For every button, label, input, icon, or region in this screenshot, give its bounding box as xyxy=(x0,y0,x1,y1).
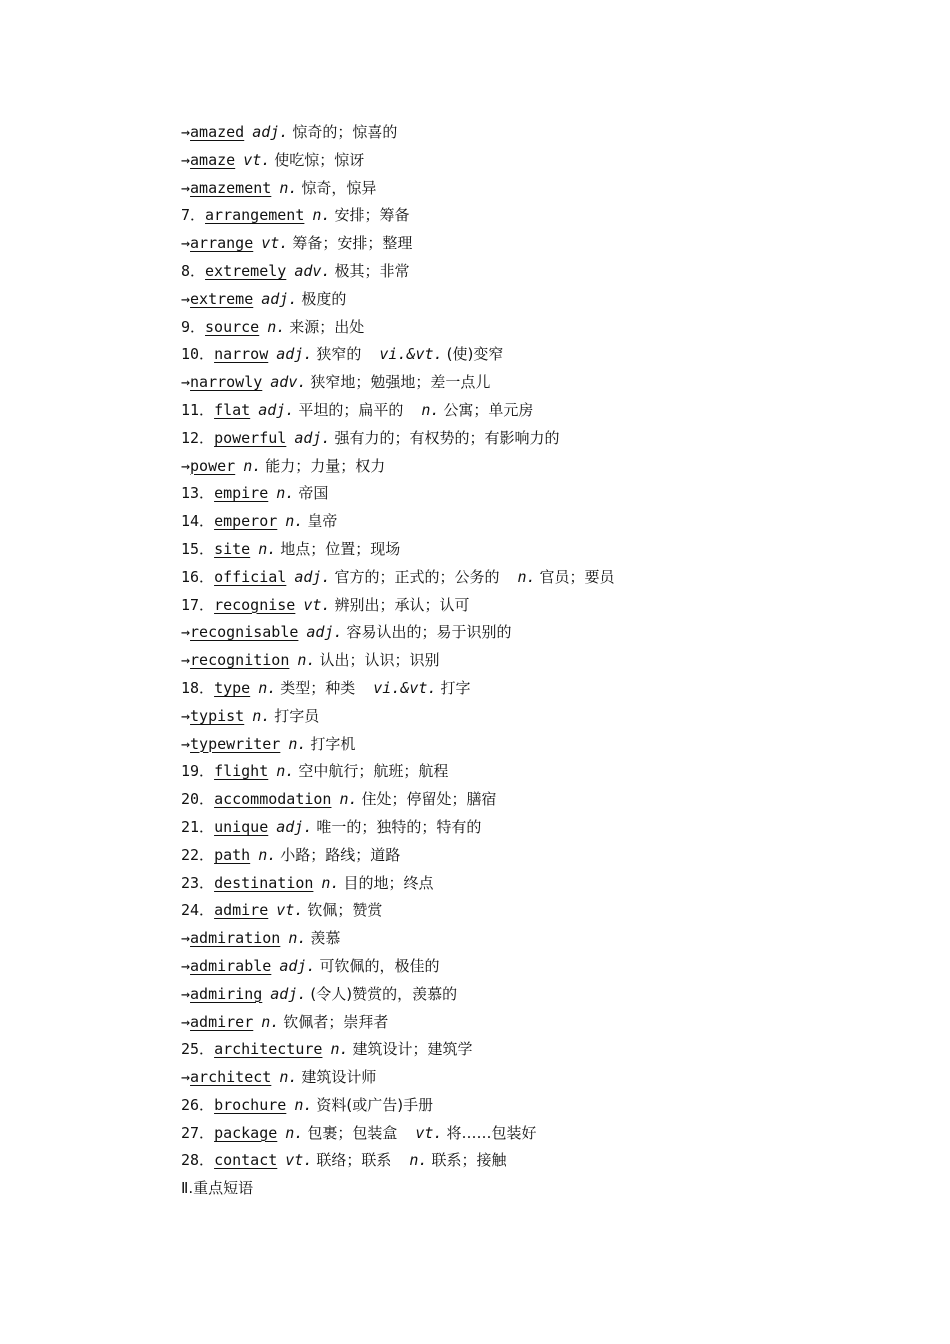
derivative-arrow: → xyxy=(181,651,191,670)
vocabulary-entry xyxy=(181,647,881,675)
part-of-speech: n. xyxy=(243,456,262,475)
vocabulary-word: architect xyxy=(190,1068,272,1087)
vocabulary-entry xyxy=(181,1064,881,1092)
vocabulary-entry xyxy=(181,675,881,703)
derivative-arrow: → xyxy=(181,734,191,753)
vocabulary-entry xyxy=(181,953,881,981)
vocabulary-entry xyxy=(181,1036,881,1064)
entry-number: 19． xyxy=(181,762,215,781)
vocabulary-word: extremely xyxy=(205,261,287,280)
part-of-speech: adj. xyxy=(276,345,313,364)
vocabulary-word: official xyxy=(214,567,287,586)
part-of-speech: vt. xyxy=(303,595,331,614)
part-of-speech: vt. xyxy=(285,1151,313,1170)
vocabulary-entry xyxy=(181,341,881,369)
vocabulary-entry xyxy=(181,453,881,481)
definition: 平坦的；扁平的 xyxy=(298,400,404,419)
entry-number: 26． xyxy=(181,1095,215,1114)
vocabulary-entry xyxy=(181,1120,881,1148)
vocabulary-entry xyxy=(181,119,881,147)
part-of-speech: adj. xyxy=(261,289,298,308)
vocabulary-word: flat xyxy=(214,400,251,419)
vocabulary-word: admirable xyxy=(190,956,272,975)
vocabulary-entry xyxy=(181,1147,881,1175)
definition: 联络；联系 xyxy=(316,1151,392,1170)
entry-number: 23． xyxy=(181,873,215,892)
definition: 联系；接触 xyxy=(431,1151,507,1170)
part-of-speech: n. xyxy=(258,678,277,697)
part-of-speech: n. xyxy=(312,206,331,225)
vocabulary-word: emperor xyxy=(214,512,278,531)
entry-number: 27． xyxy=(181,1123,215,1142)
part-of-speech: n. xyxy=(517,567,536,586)
entry-number: 16． xyxy=(181,567,215,586)
part-of-speech: adj. xyxy=(258,400,295,419)
definition: 辨别出；承认；认可 xyxy=(334,595,470,614)
part-of-speech: adv. xyxy=(270,373,307,392)
definition: 目的地；终点 xyxy=(343,873,434,892)
vocabulary-word: powerful xyxy=(214,428,287,447)
definition: 能力；力量；权力 xyxy=(265,456,386,475)
definition: 极其；非常 xyxy=(334,261,410,280)
vocabulary-entry xyxy=(181,592,881,620)
vocabulary-word: amazed xyxy=(190,123,245,141)
definition: 钦佩；赞赏 xyxy=(307,901,383,920)
vocabulary-entry xyxy=(181,731,881,759)
part-of-speech: n. xyxy=(279,1068,298,1087)
vocabulary-word: arrange xyxy=(190,234,254,253)
entry-number: 11． xyxy=(181,400,215,419)
entry-number: 18． xyxy=(181,678,215,697)
definition: 打字机 xyxy=(310,734,356,753)
part-of-speech: adj. xyxy=(294,428,331,447)
definition: 狭窄地；勉强地；差一点儿 xyxy=(310,373,491,392)
derivative-arrow: → xyxy=(181,123,191,141)
vocabulary-entry xyxy=(181,286,881,314)
vocabulary-entry xyxy=(181,758,881,786)
part-of-speech: adv. xyxy=(294,261,331,280)
part-of-speech: adj. xyxy=(252,123,289,141)
vocabulary-word: contact xyxy=(214,1151,278,1170)
derivative-arrow: → xyxy=(181,984,191,1003)
vocabulary-page xyxy=(181,119,881,1203)
definition: 将……包装好 xyxy=(446,1123,537,1142)
definition: 皇帝 xyxy=(307,512,338,531)
vocabulary-entry xyxy=(181,981,881,1009)
part-of-speech: n. xyxy=(261,1012,280,1031)
part-of-speech: vi.&vt. xyxy=(379,345,443,364)
entry-number: 9． xyxy=(181,317,206,336)
definition: 帝国 xyxy=(298,484,329,503)
part-of-speech: n. xyxy=(285,1123,304,1142)
vocabulary-word: typist xyxy=(190,706,245,725)
vocabulary-word: unique xyxy=(214,817,269,836)
definition: 钦佩者；崇拜者 xyxy=(283,1012,389,1031)
part-of-speech: n. xyxy=(294,1095,313,1114)
vocabulary-word: brochure xyxy=(214,1095,287,1114)
definition: 建筑设计；建筑学 xyxy=(352,1040,473,1059)
derivative-arrow: → xyxy=(181,373,191,392)
part-of-speech: adj. xyxy=(270,984,307,1003)
part-of-speech: adj. xyxy=(294,567,331,586)
vocabulary-word: accommodation xyxy=(214,790,332,809)
definition: 打字员 xyxy=(274,706,320,725)
definition: 狭窄的 xyxy=(316,345,362,364)
vocabulary-entry xyxy=(181,536,881,564)
vocabulary-entry xyxy=(181,230,881,258)
vocabulary-entry xyxy=(181,314,881,342)
part-of-speech: n. xyxy=(279,178,298,197)
vocabulary-entry xyxy=(181,619,881,647)
vocabulary-word: narrow xyxy=(214,345,269,364)
vocabulary-entry xyxy=(181,425,881,453)
definition: (使)变窄 xyxy=(446,345,504,364)
vocabulary-entry xyxy=(181,870,881,898)
definition: 筹备；安排；整理 xyxy=(292,234,413,253)
vocabulary-word: package xyxy=(214,1123,278,1142)
part-of-speech: vi.&vt. xyxy=(373,678,437,697)
entry-number: 24． xyxy=(181,901,215,920)
part-of-speech: n. xyxy=(285,512,304,531)
derivative-arrow: → xyxy=(181,1068,191,1087)
part-of-speech: n. xyxy=(339,790,358,809)
derivative-arrow: → xyxy=(181,706,191,725)
part-of-speech: n. xyxy=(421,400,440,419)
definition: 住处；停留处；膳宿 xyxy=(361,790,497,809)
definition: 官员；要员 xyxy=(539,567,615,586)
part-of-speech: vt. xyxy=(415,1123,443,1142)
definition: 包裹；包装盒 xyxy=(307,1123,398,1142)
definition: 小路；路线；道路 xyxy=(280,845,401,864)
vocabulary-word: amaze xyxy=(190,150,236,169)
part-of-speech: n. xyxy=(258,539,277,558)
part-of-speech: n. xyxy=(252,706,271,725)
vocabulary-entry xyxy=(181,786,881,814)
vocabulary-entry xyxy=(181,703,881,731)
derivative-arrow: → xyxy=(181,623,191,642)
derivative-arrow: → xyxy=(181,178,191,197)
vocabulary-word: admiration xyxy=(190,929,281,948)
vocabulary-entry xyxy=(181,147,881,175)
entry-number: 10． xyxy=(181,345,215,364)
vocabulary-word: site xyxy=(214,539,251,558)
vocabulary-word: recognition xyxy=(190,651,290,670)
entry-number: 12． xyxy=(181,428,215,447)
definition: 羡慕 xyxy=(310,929,341,948)
vocabulary-word: empire xyxy=(214,484,269,503)
derivative-arrow: → xyxy=(181,956,191,975)
entry-number: 28． xyxy=(181,1151,215,1170)
vocabulary-word: flight xyxy=(214,762,269,781)
part-of-speech: vt. xyxy=(261,234,289,253)
definition: 资料(或广告)手册 xyxy=(316,1095,434,1114)
definition: 认出；认识；识别 xyxy=(319,651,440,670)
part-of-speech: n. xyxy=(258,845,277,864)
definition: 官方的；正式的；公务的 xyxy=(334,567,500,586)
vocabulary-word: power xyxy=(190,456,236,475)
part-of-speech: n. xyxy=(276,762,295,781)
entry-number: 20． xyxy=(181,790,215,809)
part-of-speech: n. xyxy=(409,1151,428,1170)
section-heading: Ⅱ.重点短语 xyxy=(181,1179,254,1198)
derivative-arrow: → xyxy=(181,234,191,253)
entry-number: 14． xyxy=(181,512,215,531)
vocabulary-word: admiring xyxy=(190,984,263,1003)
vocabulary-word: path xyxy=(214,845,251,864)
entry-number: 25． xyxy=(181,1040,215,1059)
part-of-speech: n. xyxy=(276,484,295,503)
definition: 来源；出处 xyxy=(289,317,365,336)
derivative-arrow: → xyxy=(181,289,191,308)
vocabulary-word: narrowly xyxy=(190,373,263,392)
vocabulary-entry xyxy=(181,202,881,230)
vocabulary-entry xyxy=(181,397,881,425)
vocabulary-entry xyxy=(181,842,881,870)
vocabulary-word: admirer xyxy=(190,1012,254,1031)
vocabulary-list xyxy=(181,119,881,1175)
definition: 地点；位置；现场 xyxy=(280,539,401,558)
derivative-arrow: → xyxy=(181,929,191,948)
definition: 唯一的；独特的；特有的 xyxy=(316,817,482,836)
part-of-speech: adj. xyxy=(279,956,316,975)
definition: 打字 xyxy=(440,678,471,697)
definition: 空中航行；航班；航程 xyxy=(298,762,449,781)
definition: 极度的 xyxy=(301,289,347,308)
part-of-speech: n. xyxy=(288,929,307,948)
vocabulary-entry xyxy=(181,564,881,592)
vocabulary-word: arrangement xyxy=(205,206,305,225)
part-of-speech: n. xyxy=(288,734,307,753)
definition: 类型；种类 xyxy=(280,678,356,697)
vocabulary-word: recognise xyxy=(214,595,296,614)
entry-number: 22． xyxy=(181,845,215,864)
derivative-arrow: → xyxy=(181,1012,191,1031)
vocabulary-entry xyxy=(181,897,881,925)
part-of-speech: adj. xyxy=(276,817,313,836)
part-of-speech: vt. xyxy=(243,150,271,169)
vocabulary-entry xyxy=(181,258,881,286)
part-of-speech: vt. xyxy=(276,901,304,920)
definition: 建筑设计师 xyxy=(301,1068,377,1087)
entry-number: 17． xyxy=(181,595,215,614)
vocabulary-word: source xyxy=(205,317,260,336)
derivative-arrow: → xyxy=(181,456,191,475)
part-of-speech: n. xyxy=(330,1040,349,1059)
derivative-arrow: → xyxy=(181,150,191,169)
part-of-speech: n. xyxy=(321,873,340,892)
vocabulary-entry xyxy=(181,925,881,953)
entry-number: 8． xyxy=(181,261,206,280)
entry-number: 15． xyxy=(181,539,215,558)
vocabulary-entry xyxy=(181,1092,881,1120)
definition: 安排；筹备 xyxy=(334,206,410,225)
definition: 惊奇的；惊喜的 xyxy=(292,123,398,141)
vocabulary-word: architecture xyxy=(214,1040,323,1059)
vocabulary-word: amazement xyxy=(190,178,272,197)
definition: 惊奇，惊异 xyxy=(301,178,377,197)
vocabulary-word: type xyxy=(214,678,251,697)
vocabulary-entry xyxy=(181,175,881,203)
definition: 强有力的；有权势的；有影响力的 xyxy=(334,428,560,447)
definition: 容易认出的；易于识别的 xyxy=(346,623,512,642)
entry-number: 7． xyxy=(181,206,206,225)
part-of-speech: adj. xyxy=(306,623,343,642)
vocabulary-word: recognisable xyxy=(190,623,299,642)
vocabulary-entry xyxy=(181,369,881,397)
part-of-speech: n. xyxy=(297,651,316,670)
definition: 公寓；单元房 xyxy=(443,400,534,419)
definition: 使吃惊；惊讶 xyxy=(274,150,365,169)
vocabulary-entry xyxy=(181,480,881,508)
definition: 可钦佩的，极佳的 xyxy=(319,956,440,975)
entry-number: 13． xyxy=(181,484,215,503)
vocabulary-word: admire xyxy=(214,901,269,920)
entry-number: 21． xyxy=(181,817,215,836)
vocabulary-word: destination xyxy=(214,873,314,892)
vocabulary-entry xyxy=(181,508,881,536)
vocabulary-word: typewriter xyxy=(190,734,281,753)
part-of-speech: n. xyxy=(267,317,286,336)
vocabulary-entry xyxy=(181,814,881,842)
vocabulary-word: extreme xyxy=(190,289,254,308)
vocabulary-entry xyxy=(181,1009,881,1037)
definition: (令人)赞赏的，羡慕的 xyxy=(310,984,458,1003)
